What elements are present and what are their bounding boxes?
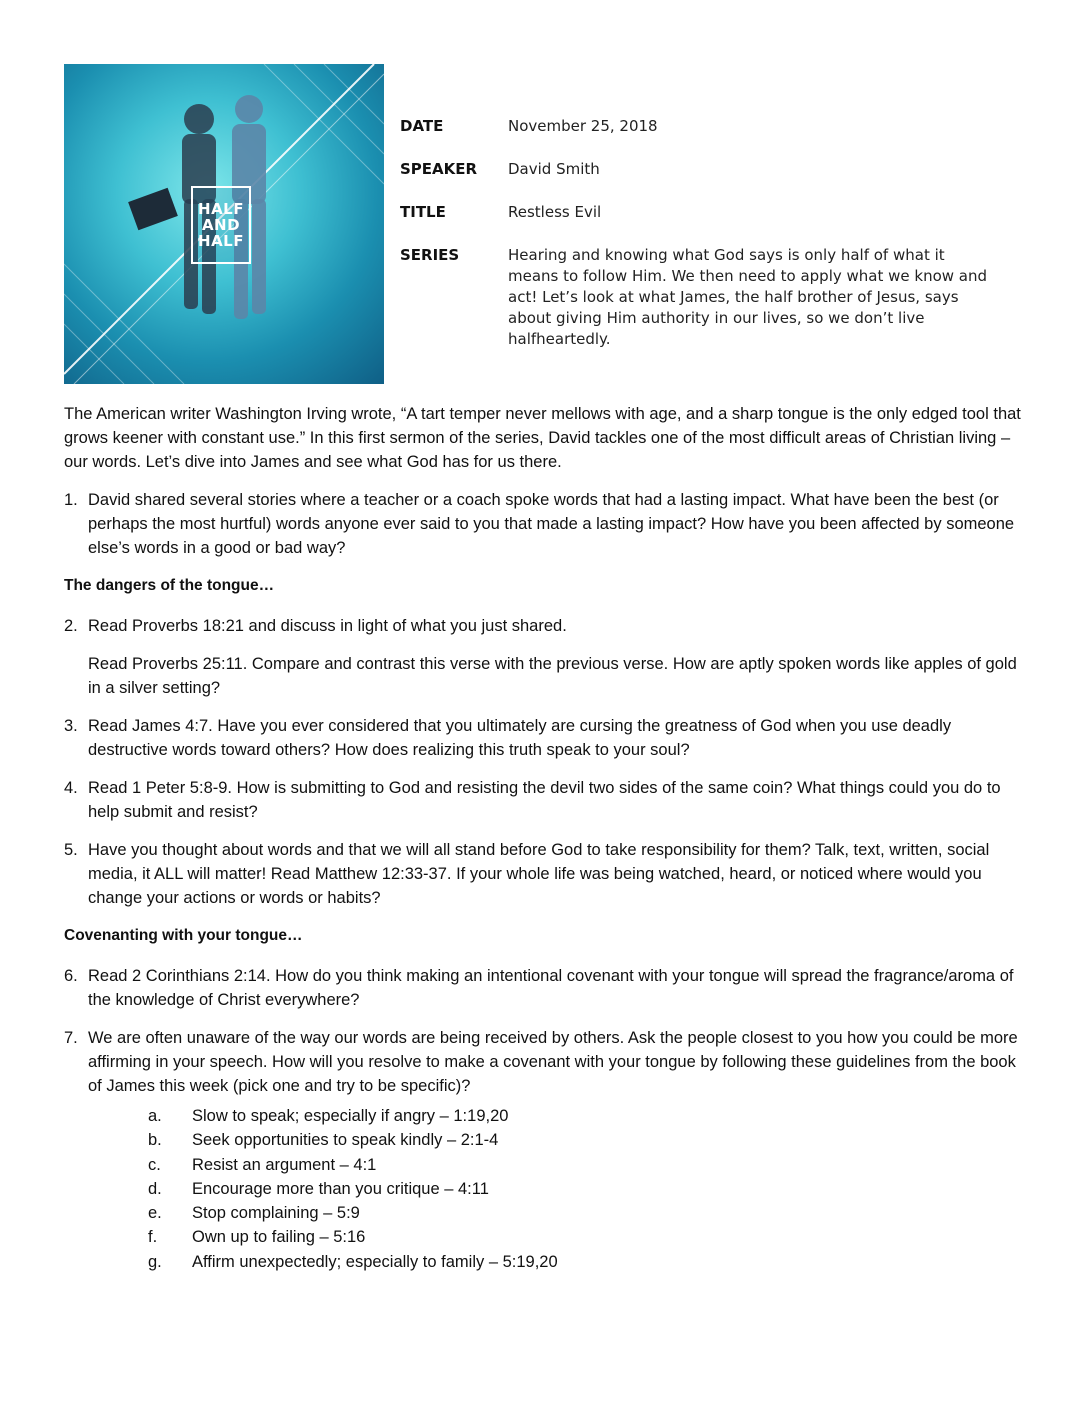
list-item-text: Stop complaining – 5:9 <box>192 1204 360 1223</box>
question-7 <box>64 1026 1034 1098</box>
question-number: 1. <box>64 491 78 509</box>
question-text: We are often unaware of the way our words are being received by others. Ask the people closest to you how you could be more affirming in your speech. How will you resolve to make a covenant with your tongue by following these guidelines from the book of James this week (pick one and try to be specific)? <box>88 1029 1018 1095</box>
logo-line-2: AND <box>201 216 241 234</box>
logo-line-1: HALF <box>198 200 244 218</box>
list-item <box>148 1250 1034 1274</box>
question-text: Read 1 Peter 5:8-9. How is submitting to God and resisting the devil two sides of the same coin? What things could you do to help submit and resist? <box>88 779 1001 821</box>
speaker-label: SPEAKER <box>400 160 478 178</box>
discussion-guide <box>64 402 1034 1274</box>
question-text: David shared several stories where a teacher or a coach spoke words that had a lasting impact. What have been the best (or perhaps the most hurtful) words anyone ever said to you that made a lasting impact? How have you been affected by someone else’s words in a good or bad way? <box>88 491 1015 557</box>
list-item-text: Own up to failing – 5:16 <box>192 1228 366 1247</box>
question-6 <box>64 964 1034 1012</box>
list-item-text: Seek opportunities to speak kindly – 2:1-4 <box>192 1131 499 1150</box>
question-text: Read 2 Corinthians 2:14. How do you think making an intentional covenant with your tongue will spread the fragrance/aroma of the knowledge of Christ everywhere? <box>88 967 1014 1009</box>
question-text: Read Proverbs 18:21 and discuss in light of what you just shared. <box>88 617 567 635</box>
info-row-date <box>400 116 1000 137</box>
question-number: 6. <box>64 967 78 985</box>
section-heading-covenanting: Covenanting with your tongue… <box>64 927 303 944</box>
question-text: Read James 4:7. Have you ever considered that you ultimately are cursing the greatness of God when you use deadly destructive words toward others? How does realizing this truth speak to your soul? <box>88 717 952 759</box>
list-item-text: Affirm unexpectedly; especially to family – 5:19,20 <box>192 1252 558 1271</box>
list-item <box>148 1104 1034 1128</box>
intro-paragraph: The American writer Washington Irving wrote, “A tart temper never mellows with age, and a sharp tongue is the only edged tool that grows keener with constant use.” In this first sermon of the series, David tackles one of the most difficult areas of Christian living – our words. Let’s dive into James and see what God has for us there. <box>64 405 1021 471</box>
question-number: 4. <box>64 779 78 797</box>
question-number: 3. <box>64 717 78 735</box>
date-label: DATE <box>400 117 444 135</box>
list-item-text: Resist an argument – 4:1 <box>192 1155 377 1174</box>
list-marker: d. <box>148 1179 162 1198</box>
list-marker: a. <box>148 1107 162 1125</box>
question-4 <box>64 776 1034 824</box>
question-number: 2. <box>64 617 78 635</box>
list-item <box>148 1177 1034 1201</box>
title-label: TITLE <box>400 203 446 221</box>
guidelines-list <box>148 1104 1034 1274</box>
list-marker: b. <box>148 1131 162 1150</box>
list-item <box>148 1201 1034 1225</box>
list-item-text: Slow to speak; especially if angry – 1:19,20 <box>192 1107 509 1125</box>
section-heading-dangers: The dangers of the tongue… <box>64 577 275 594</box>
question-5 <box>64 838 1034 910</box>
series-label: SERIES <box>400 246 460 264</box>
sermon-info <box>400 116 1000 372</box>
series-logo <box>191 186 251 264</box>
series-value: Hearing and knowing what God says is only half of what it means to follow Him. We then need to apply what we know and act! Let’s look at what James, the half brother of Jesus, says about giving Him authority in our lives, so we don’t live halfheartedly. <box>508 246 988 348</box>
question-number: 7. <box>64 1029 78 1047</box>
list-marker: c. <box>148 1155 161 1174</box>
list-marker: e. <box>148 1204 162 1223</box>
info-row-speaker <box>400 159 1000 180</box>
question-text: Have you thought about words and that we will all stand before God to take responsibility for them? Talk, text, written, social media, it ALL will matter! Read Matthew 12:33-37. If your whole life was being watched, heard, or noticed where would you change your actions or words or habits? <box>88 841 990 907</box>
question-2-followup: Read Proverbs 25:11. Compare and contrast this verse with the previous verse. How are aptly spoken words like apples of gold in a silver setting? <box>88 655 1017 697</box>
question-2 <box>64 614 1034 638</box>
list-marker: g. <box>148 1252 162 1271</box>
list-item <box>148 1128 1034 1152</box>
title-value: Restless Evil <box>508 203 602 221</box>
list-item <box>148 1225 1034 1249</box>
logo-line-3: HALF <box>198 232 244 250</box>
speaker-value: David Smith <box>508 160 600 178</box>
list-marker: f. <box>148 1228 158 1247</box>
info-row-title <box>400 202 1000 223</box>
question-3 <box>64 714 1034 762</box>
series-cover-image <box>64 64 384 384</box>
list-item-text: Encourage more than you critique – 4:11 <box>192 1179 489 1198</box>
list-item <box>148 1153 1034 1177</box>
question-number: 5. <box>64 841 78 859</box>
date-value: November 25, 2018 <box>508 117 658 135</box>
question-1 <box>64 488 1034 560</box>
info-row-series <box>400 245 1000 350</box>
